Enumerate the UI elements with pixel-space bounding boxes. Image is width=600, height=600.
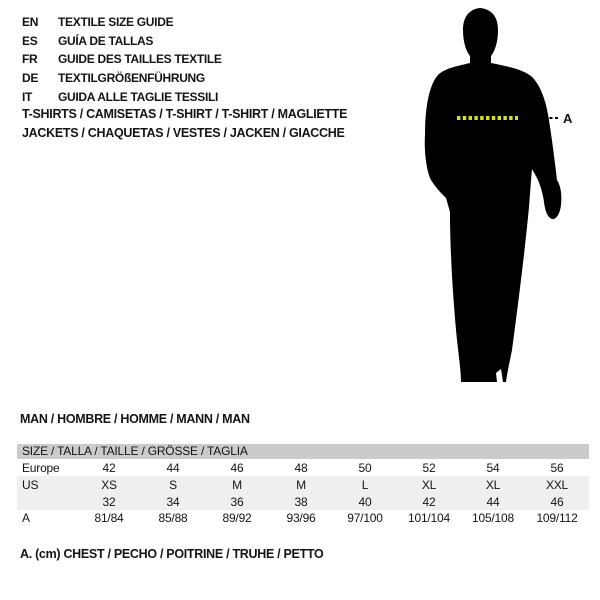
- table-row-a: [17, 510, 589, 526]
- category-lines: [22, 105, 347, 143]
- table-cell: 44: [166, 460, 180, 475]
- table-cell: 36: [230, 494, 244, 509]
- row-label-europe: Europe: [22, 460, 60, 475]
- language-label: GUIDA ALLE TAGLIE TESSILI: [58, 89, 219, 104]
- table-cell: XL: [421, 477, 437, 492]
- language-row: [22, 32, 222, 51]
- size-table: [17, 444, 589, 526]
- table-row-europe: [17, 459, 589, 476]
- table-cell: 48: [294, 460, 308, 475]
- language-label: GUIDE DES TAILLES TEXTILE: [58, 52, 222, 67]
- table-cell: XS: [101, 477, 117, 492]
- language-code: ES: [22, 33, 38, 48]
- table-cell: S: [169, 477, 177, 492]
- language-row: [22, 69, 222, 88]
- section-heading-man: MAN / HOMBRE / HOMME / MANN / MAN: [20, 412, 250, 426]
- table-cell: 46: [550, 494, 564, 509]
- table-cell: 85/88: [158, 511, 188, 525]
- size-table-header: SIZE / TALLA / TAILLE / GRÖSSE / TAGLIA: [17, 444, 589, 459]
- language-label: GUÍA DE TALLAS: [58, 33, 154, 48]
- table-cell: 89/92: [222, 511, 252, 525]
- table-cell: M: [296, 477, 306, 492]
- table-cell: 40: [358, 494, 372, 509]
- table-cell: XL: [485, 477, 501, 492]
- table-band-us: [17, 476, 589, 510]
- table-row-us: [17, 476, 589, 493]
- language-row: [22, 87, 222, 106]
- table-cell: 93/96: [286, 511, 316, 525]
- table-row-us-numeric: [17, 493, 589, 510]
- table-cell: 56: [550, 460, 564, 475]
- man-silhouette: [425, 8, 562, 382]
- table-cell: 50: [358, 460, 372, 475]
- table-cell: 52: [422, 460, 436, 475]
- language-code: IT: [22, 89, 33, 104]
- table-cell: 42: [102, 460, 116, 475]
- category-line-tshirts: T-SHIRTS / CAMISETAS / T-SHIRT / T-SHIRT / MAGLIETTE: [22, 107, 348, 121]
- table-cell: 54: [486, 460, 500, 475]
- table-cell: 34: [166, 494, 180, 509]
- language-list: [22, 13, 222, 106]
- language-row: [22, 13, 222, 32]
- table-cell: 97/100: [347, 511, 383, 525]
- table-cell: 109/112: [536, 511, 578, 525]
- man-silhouette-figure: [400, 0, 600, 400]
- language-code: EN: [22, 15, 39, 30]
- category-line-jackets: JACKETS / CHAQUETAS / VESTES / JACKEN / GIACCHE: [22, 126, 345, 140]
- table-cell: 32: [102, 494, 116, 509]
- language-label: TEXTILGRÖßENFÜHRUNG: [58, 71, 205, 86]
- table-cell: 101/104: [408, 511, 450, 525]
- table-cell: 38: [294, 494, 308, 509]
- language-row: [22, 50, 222, 69]
- row-label-a: A: [22, 511, 30, 525]
- table-cell: 44: [486, 494, 500, 509]
- table-cell: XXL: [545, 477, 569, 492]
- table-cell: 42: [422, 494, 436, 509]
- measure-label-a: A: [563, 111, 573, 126]
- language-code: FR: [22, 52, 38, 67]
- language-label: TEXTILE SIZE GUIDE: [58, 15, 174, 30]
- table-cell: M: [232, 477, 242, 492]
- row-label-us: US: [22, 477, 39, 492]
- table-cell: 46: [230, 460, 244, 475]
- table-cell: 81/84: [94, 511, 124, 525]
- measurement-footnote: A. (cm) CHEST / PECHO / POITRINE / TRUHE / PETTO: [20, 547, 324, 561]
- table-cell: 105/108: [472, 511, 514, 525]
- language-code: DE: [22, 71, 39, 86]
- table-cell: L: [361, 477, 369, 492]
